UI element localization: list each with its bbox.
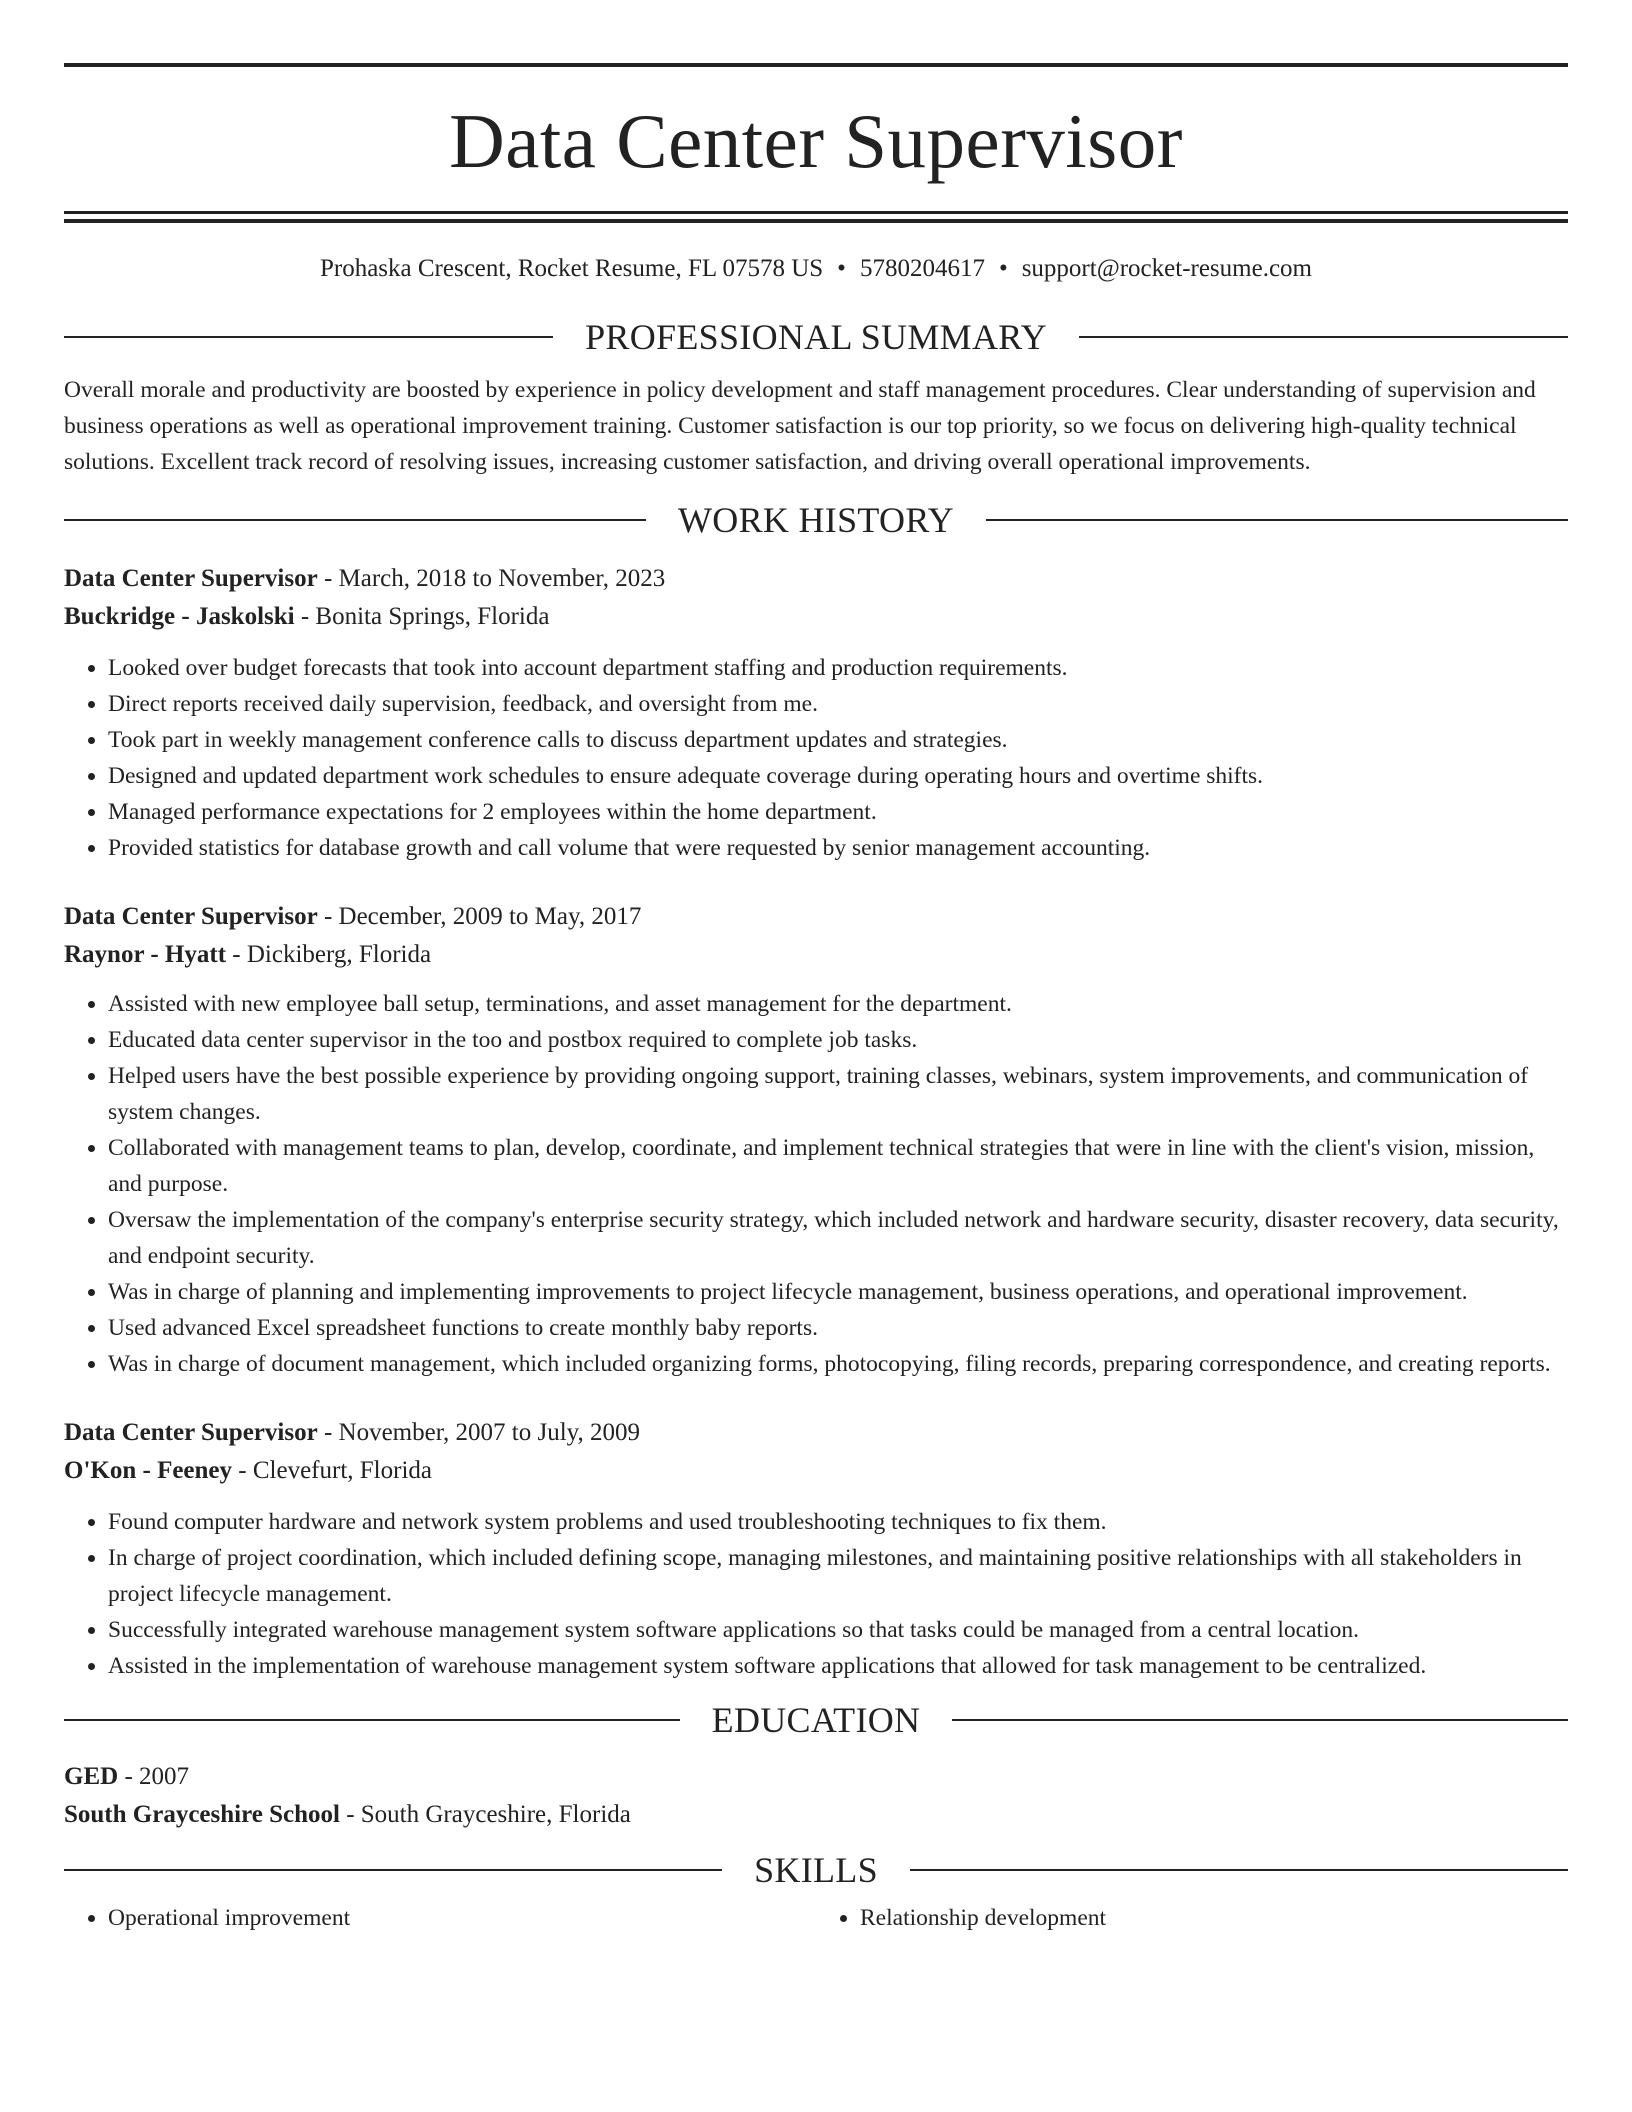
job-bullet: • Took part in weekly management conference calls to discuss department updates and strategies. <box>108 722 1568 758</box>
job-bullet: • In charge of project coordination, which included defining scope, managing milestones, and maintaining positive relationships with all stakeholders in project lifecycle management. <box>108 1540 1568 1612</box>
job-title: Data Center Supervisor <box>64 565 318 592</box>
contact-address: Prohaska Crescent, Rocket Resume, FL 07578 US <box>319 255 824 282</box>
job-entry <box>64 898 1568 1382</box>
contact-phone: 5780204617 <box>859 255 985 282</box>
section-title: PROFESSIONAL SUMMARY <box>585 317 1047 357</box>
job-entry <box>64 560 1568 866</box>
job-dates: - December, 2009 to May, 2017 <box>317 903 642 930</box>
job-title-line <box>64 560 1568 598</box>
header-top-rule <box>64 63 1568 67</box>
section-heading-summary <box>64 315 1568 359</box>
job-title: Data Center Supervisor <box>64 1419 318 1446</box>
skills-columns <box>64 1900 1568 1936</box>
header-double-rule <box>64 211 1568 223</box>
job-company: Raynor - Hyatt <box>64 941 227 968</box>
job-title-line <box>64 1414 1568 1452</box>
job-dates: - November, 2007 to July, 2009 <box>317 1419 641 1446</box>
section-heading-work-history <box>64 498 1568 542</box>
section-title: WORK HISTORY <box>678 500 954 540</box>
education-location: - South Grayceshire, Florida <box>339 1801 631 1828</box>
skills-list-left <box>64 1900 816 1936</box>
job-bullets <box>64 986 1568 1382</box>
job-bullet: • Successfully integrated warehouse management system software applications so that tasks could be managed from a central location. <box>108 1612 1568 1648</box>
heading-rule <box>64 1869 722 1871</box>
job-bullet: • Helped users have the best possible experience by providing ongoing support, training classes, webinars, system improvements, and communication of system changes. <box>108 1058 1568 1130</box>
heading-rule <box>952 1719 1568 1721</box>
job-bullet: • Looked over budget forecasts that took into account department staffing and production requirements. <box>108 650 1568 686</box>
skills-list-right <box>816 1900 1568 1936</box>
heading-rule <box>64 519 646 521</box>
section-heading-education <box>64 1698 1568 1742</box>
skill-item: • Relationship development <box>860 1900 1568 1936</box>
job-bullet: • Assisted in the implementation of warehouse management system software applications that allowed for task management to be centralized. <box>108 1648 1568 1684</box>
heading-rule <box>910 1869 1568 1871</box>
job-dates: - March, 2018 to November, 2023 <box>317 565 666 592</box>
section-title: SKILLS <box>754 1850 878 1890</box>
heading-rule <box>64 1719 680 1721</box>
job-bullet: • Was in charge of document management, which included organizing forms, photocopying, filing records, preparing correspondence, and creating reports. <box>108 1346 1568 1382</box>
job-company-line <box>64 1452 1568 1490</box>
skill-item: • Operational improvement <box>108 1900 816 1936</box>
contact-separator: • <box>837 255 846 282</box>
resume-title: Data Center Supervisor <box>449 98 1183 184</box>
job-bullet: • Provided statistics for database growth and call volume that were requested by senior management accounting. <box>108 830 1568 866</box>
job-title-line <box>64 898 1568 936</box>
job-location: - Clevefurt, Florida <box>232 1457 432 1484</box>
job-bullet: • Managed performance expectations for 2 employees within the home department. <box>108 794 1568 830</box>
heading-rule <box>1079 336 1568 338</box>
job-bullet: • Direct reports received daily supervision, feedback, and oversight from me. <box>108 686 1568 722</box>
section-title: EDUCATION <box>711 1700 921 1740</box>
resume-page <box>64 0 1568 1936</box>
job-company: Buckridge - Jaskolski <box>64 603 295 630</box>
job-company: O'Kon - Feeney <box>64 1457 233 1484</box>
job-bullet: • Oversaw the implementation of the company's enterprise security strategy, which included network and hardware security, disaster recovery, data security, and endpoint security. <box>108 1202 1568 1274</box>
job-bullet: • Assisted with new employee ball setup, terminations, and asset management for the department. <box>108 986 1568 1022</box>
contact-line <box>64 252 1568 286</box>
heading-rule <box>986 519 1568 521</box>
education-year: - 2007 <box>118 1763 190 1790</box>
job-bullet: • Found computer hardware and network system problems and used troubleshooting techniques to fix them. <box>108 1504 1568 1540</box>
section-heading-skills <box>64 1848 1568 1892</box>
job-bullet: • Used advanced Excel spreadsheet functions to create monthly baby reports. <box>108 1310 1568 1346</box>
job-bullet: • Educated data center supervisor in the too and postbox required to complete job tasks. <box>108 1022 1568 1058</box>
job-bullets <box>64 650 1568 866</box>
job-bullets <box>64 1504 1568 1684</box>
job-location: - Bonita Springs, Florida <box>294 603 550 630</box>
summary-text: Overall morale and productivity are boosted by experience in policy development and staff management procedures. Clear understanding of supervision and business operations as well as operational improvement training. Customer satisfaction is our top priority, so we focus on delivering high-quality technical solutions. Excellent track record of resolving issues, increasing customer satisfaction, and driving overall operational improvements. <box>64 377 1536 475</box>
education-degree-line <box>64 1758 1568 1796</box>
contact-email: support@rocket-resume.com <box>1021 255 1312 282</box>
heading-rule <box>64 336 553 338</box>
job-bullet: • Collaborated with management teams to plan, develop, coordinate, and implement technical strategies that were in line with the client's vision, mission, and purpose. <box>108 1130 1568 1202</box>
job-company-line <box>64 936 1568 974</box>
education-school: South Grayceshire School <box>64 1801 340 1828</box>
job-bullet: • Was in charge of planning and implementing improvements to project lifecycle management, business operations, and operational improvement. <box>108 1274 1568 1310</box>
education-entry <box>64 1758 1568 1834</box>
job-bullet: • Designed and updated department work schedules to ensure adequate coverage during operating hours and overtime shifts. <box>108 758 1568 794</box>
job-entry <box>64 1414 1568 1684</box>
job-company-line <box>64 598 1568 636</box>
job-title: Data Center Supervisor <box>64 903 318 930</box>
education-degree: GED <box>64 1763 119 1790</box>
education-school-line <box>64 1796 1568 1834</box>
contact-separator: • <box>998 255 1008 282</box>
job-location: - Dickiberg, Florida <box>226 941 432 968</box>
